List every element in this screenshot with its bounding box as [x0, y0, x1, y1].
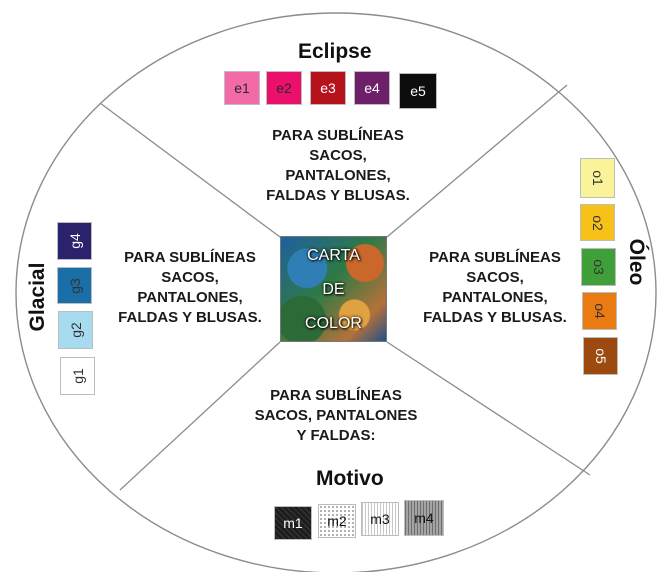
swatch-label: g1	[69, 368, 86, 384]
swatch-label: e2	[276, 80, 292, 96]
swatch-e4[interactable]	[354, 71, 390, 105]
swatch-label: m3	[370, 511, 390, 527]
swatch-label: o1	[589, 170, 606, 186]
section-text-motivo: PARA SUBLÍNEAS SACOS, PANTALONES Y FALDAS:	[254, 387, 418, 444]
swatch-m4[interactable]	[404, 500, 444, 536]
swatch-label: g4	[66, 233, 83, 249]
swatch-label: e4	[364, 80, 380, 96]
swatch-label: m4	[414, 510, 434, 526]
swatch-o5[interactable]	[583, 337, 618, 375]
swatch-g3[interactable]	[57, 267, 92, 304]
section-title-glacial: Glacial	[26, 262, 49, 332]
swatch-g1[interactable]	[60, 357, 95, 395]
swatch-m2[interactable]	[318, 504, 356, 538]
swatch-o4[interactable]	[582, 292, 617, 330]
section-title-eclipse: Eclipse	[298, 40, 372, 63]
section-text-glacial: PARA SUBLÍNEAS SACOS, PANTALONES, FALDAS Y BLUSAS.	[118, 249, 262, 326]
section-text-eclipse: PARA SUBLÍNEAS SACOS, PANTALONES, FALDAS Y BLUSAS.	[266, 127, 410, 204]
swatch-label: e3	[320, 80, 336, 96]
swatch-label: o3	[590, 259, 607, 275]
swatch-label: e5	[410, 83, 426, 99]
section-title-oleo: Óleo	[625, 238, 648, 286]
swatch-label: o2	[589, 214, 606, 231]
section-title-motivo: Motivo	[316, 467, 384, 490]
center-word-de: DE	[322, 281, 345, 298]
swatch-label: m1	[283, 515, 303, 531]
swatch-o2[interactable]	[580, 204, 615, 241]
swatch-g2[interactable]	[58, 311, 93, 349]
center-word-carta: CARTA	[307, 247, 360, 264]
swatch-label: g3	[66, 277, 83, 294]
center-color-chart-image	[280, 236, 387, 342]
swatch-label: e1	[234, 80, 250, 96]
swatch-e1[interactable]	[224, 71, 260, 105]
section-text-oleo: PARA SUBLÍNEAS SACOS, PANTALONES, FALDAS Y BLUSAS.	[423, 249, 567, 326]
swatch-m3[interactable]	[361, 502, 399, 536]
swatch-label: g2	[67, 322, 84, 338]
swatch-label: m2	[327, 513, 347, 529]
swatch-g4[interactable]	[57, 222, 92, 260]
swatch-label: o4	[591, 303, 608, 319]
swatch-e2[interactable]	[266, 71, 302, 105]
swatch-label: o5	[592, 348, 609, 364]
swatch-o3[interactable]	[581, 248, 616, 286]
center-word-color: COLOR	[305, 315, 362, 332]
swatch-e3[interactable]	[310, 71, 346, 105]
swatch-m1[interactable]	[274, 506, 312, 540]
swatch-o1[interactable]	[580, 158, 615, 198]
swatch-e5[interactable]	[399, 73, 437, 109]
